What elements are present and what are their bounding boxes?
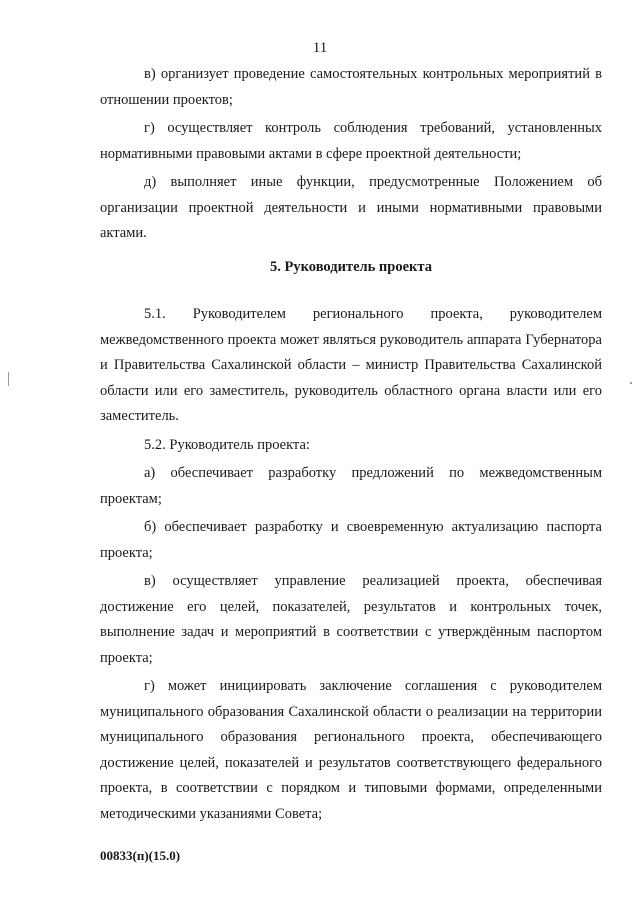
document-code: 00833(п)(15.0) [100, 848, 181, 863]
document-body [100, 62, 602, 827]
paragraph-v-control-events: в) организует проведение самостоятельных контрольных мероприятий в отношении проектов; [100, 66, 602, 108]
paragraph-d-other-functions: д) выполняет иные функции, предусмотренные Положением об организации проектной деятельности и иными нормативными правовыми актами. [100, 174, 602, 241]
paragraph-5-2-b: б) обеспечивает разработку и своевременную актуализацию паспорта проекта; [100, 519, 602, 561]
scan-margin-dot [630, 382, 632, 384]
paragraph-5-2-a: а) обеспечивает разработку предложений по межведомственным проектам; [100, 465, 602, 507]
scan-margin-mark [8, 372, 9, 386]
paragraph-5-1: 5.1. Руководителем регионального проекта, руководителем межведомственного проекта может являться руководитель аппарата Губернатора и Правительства Сахалинской области – министр Правительства Сахалинской области или его заместитель, руководитель областного органа власти или его заместитель. [100, 306, 602, 424]
section-heading: 5. Руководитель проекта [270, 258, 432, 275]
paragraph-5-2-v: в) осуществляет управление реализацией проекта, обеспечивая достижение его целей, показателей, результатов и контрольных точек, выполнение задач и мероприятий в соответствии с утверждённым паспортом проекта; [100, 573, 602, 666]
paragraph-5-2: 5.2. Руководитель проекта: [144, 436, 310, 453]
paragraph-5-2-g: г) может инициировать заключение соглашения с руководителем муниципального образования Сахалинской области о реализации на территории муниципального образования регионального проекта, обеспечивающего достижение целей, показателей и результатов соответствующего федерального проекта, в соответствии с порядком и типовыми формами, определенными методическими указаниями Совета; [100, 678, 602, 822]
page-number: 11 [312, 40, 328, 56]
paragraph-g-compliance-control: г) осуществляет контроль соблюдения требований, установленных нормативными правовыми актами в сфере проектной деятельности; [100, 120, 602, 162]
